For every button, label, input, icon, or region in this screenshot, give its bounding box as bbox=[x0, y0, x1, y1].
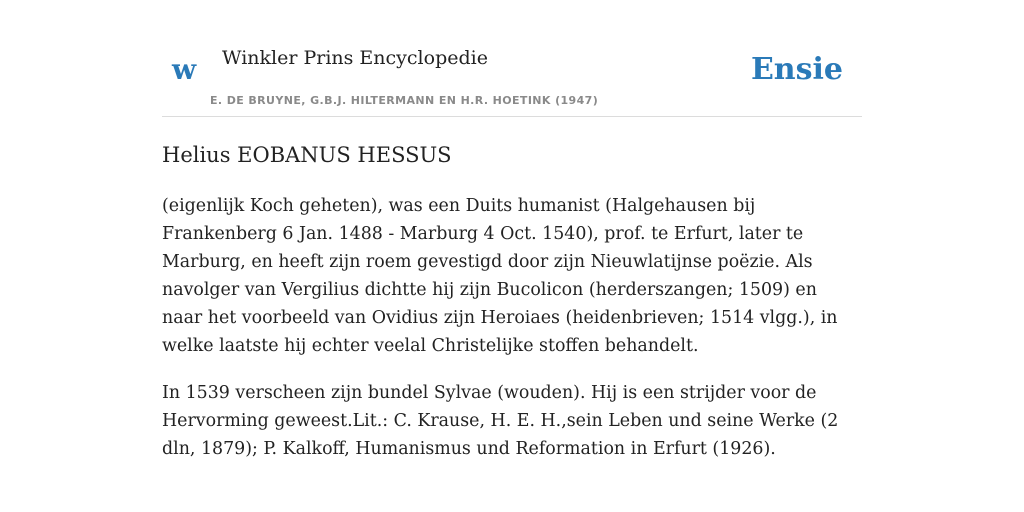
source-authors: E. DE BRUYNE, G.B.J. HILTERMANN EN H.R. HOETINK (1947) bbox=[210, 94, 599, 107]
source-header bbox=[162, 0, 862, 117]
source-logo[interactable]: w bbox=[172, 53, 197, 86]
article-paragraph: (eigenlijk Koch geheten), was een Duits humanist (Halgehausen bij Frankenberg 6 Jan. 1488 - Marburg 4 Oct. 1540), prof. te Erfurt, later te Marburg, en heeft zijn roem gevestigd door zijn Nieuwlatijnse poëzie. Als navolger van Vergilius dichtte hij zijn Bucolicon (herderszangen; 1509) en naar het voorbeeld van Ovidius zijn Heroiaes (heidenbrieven; 1514 vlgg.), in welke laatste hij echter veelal Christelijke stoffen behandelt. bbox=[162, 196, 838, 356]
article bbox=[162, 136, 862, 463]
article-paragraph: In 1539 verscheen zijn bundel Sylvae (wouden). Hij is een strijder voor de Hervorming geweest.Lit.: C. Krause, H. E. H.,sein Leben und seine Werke (2 dln, 1879); P. Kalkoff, Humanismus und Reformation in Erfurt (1926). bbox=[162, 383, 839, 459]
source-title-link[interactable]: Winkler Prins Encyclopedie bbox=[222, 47, 488, 69]
article-title: Helius EOBANUS HESSUS bbox=[162, 143, 452, 167]
ensie-logo[interactable]: Ensie bbox=[750, 52, 843, 87]
